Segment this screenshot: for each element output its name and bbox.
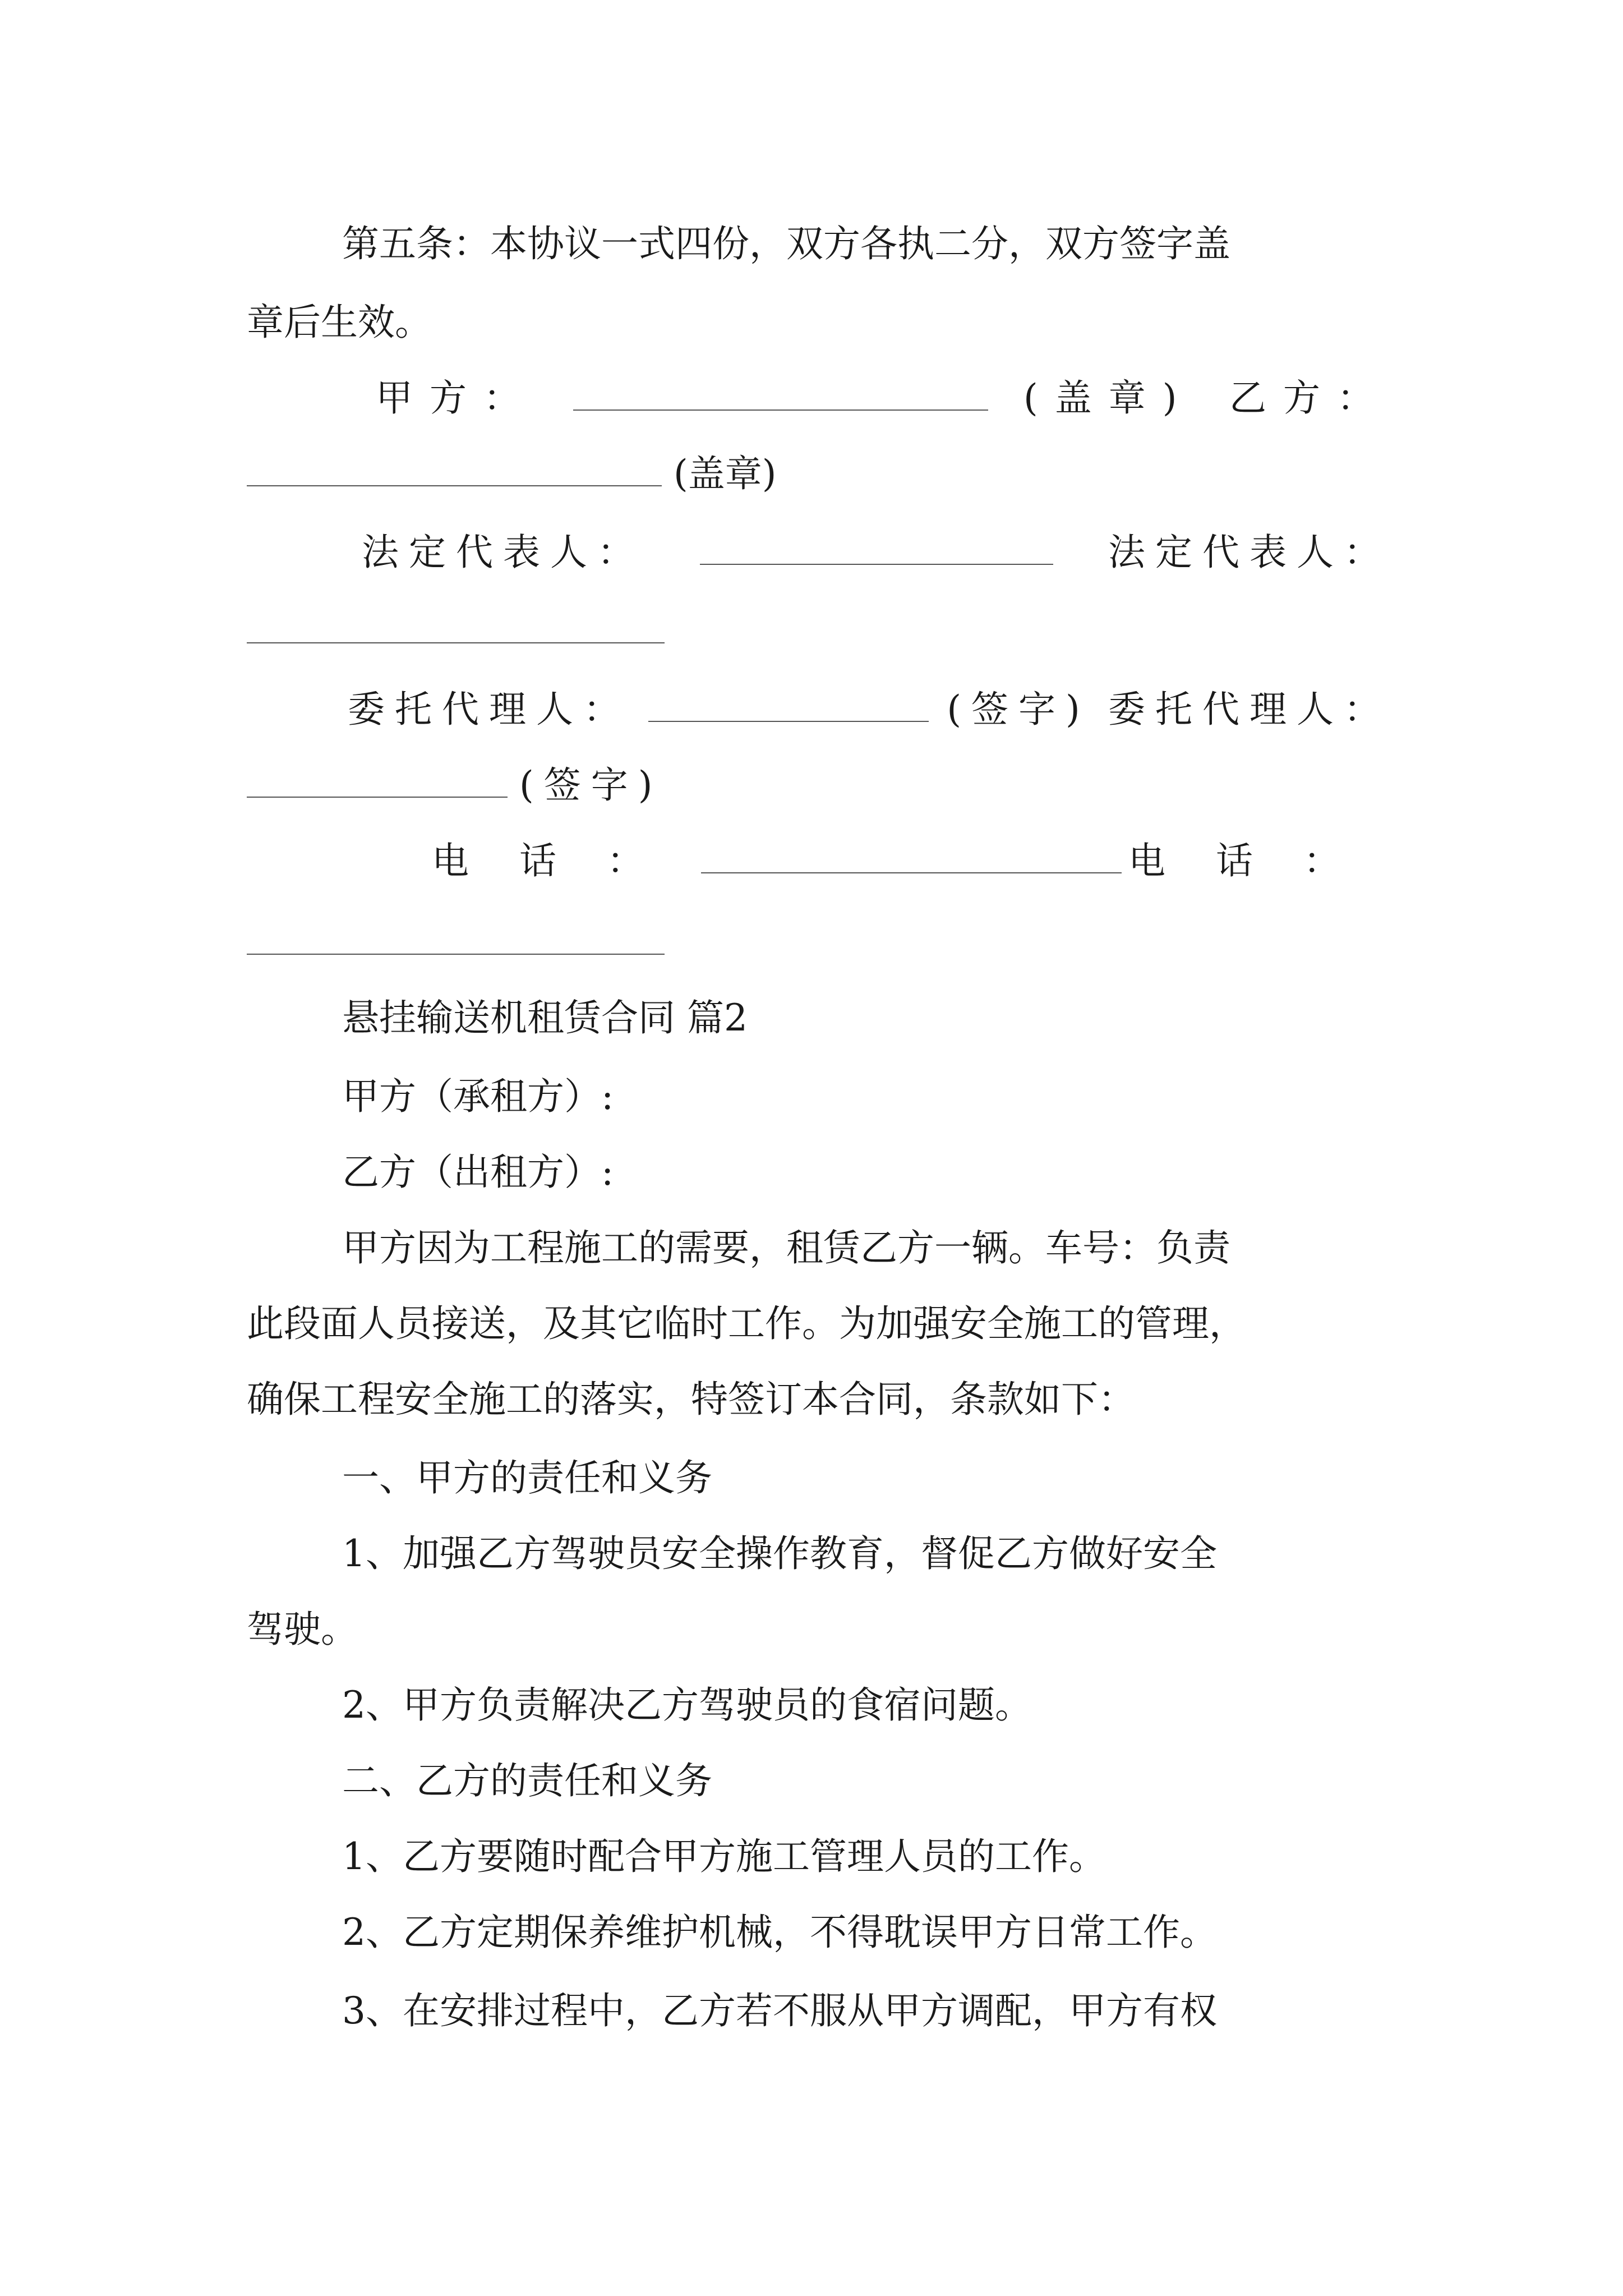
intro-line2: 此段面人员接送，及其它临时工作。为加强安全施工的管理， — [247, 1302, 1246, 1345]
phone-b-blank — [247, 954, 665, 955]
section2-title: 二、乙方的责任和义务 — [342, 1759, 712, 1802]
legal-rep-b-label: 法定代表人： — [1108, 531, 1391, 574]
article5-line2: 章后生效。 — [247, 301, 432, 344]
phone-a-blank — [701, 839, 1122, 873]
contract2-party-b: 乙方（出租方）: — [342, 1151, 614, 1194]
contract2-party-a: 甲方（承租方）: — [342, 1075, 614, 1118]
agent-b-label: 委托代理人： — [1108, 688, 1391, 731]
section1-item2: 2、甲方负责解决乙方驾驶员的食宿问题。 — [342, 1683, 1032, 1727]
party-a-blank — [573, 376, 988, 411]
legal-rep-a-blank — [700, 530, 1053, 565]
party-a-label: 甲方： — [376, 376, 537, 420]
party-b-label: 乙方： — [1229, 376, 1391, 420]
party-b-blank — [247, 452, 662, 486]
article5-line1: 第五条：本协议一式四份，双方各执二分，双方签字盖 — [342, 222, 1230, 265]
section2-item2: 2、乙方定期保养维护机械，不得耽误甲方日常工作。 — [342, 1911, 1217, 1954]
agent-b-blank — [247, 763, 508, 798]
agent-line — [348, 684, 1391, 735]
section1-title: 一、甲方的责任和义务 — [342, 1456, 712, 1499]
agent-a-label: 委托代理人： — [348, 688, 630, 731]
party-b-stamp: (盖章) — [673, 452, 777, 495]
section1-item1-line2: 驾驶。 — [247, 1608, 358, 1651]
legal-rep-b-blank — [247, 642, 665, 643]
section2-item1: 1、乙方要随时配合甲方施工管理人员的工作。 — [342, 1835, 1106, 1878]
party-signature-line — [376, 373, 1391, 424]
intro-line3: 确保工程安全施工的落实，特签订本合同，条款如下： — [247, 1378, 1135, 1421]
contract2-title: 悬挂输送机租赁合同 篇2 — [342, 996, 748, 1039]
section1-item1-line1: 1、加强乙方驾驶员安全操作教育，督促乙方做好安全 — [342, 1532, 1217, 1575]
phone-line — [432, 836, 1391, 886]
intro-line1: 甲方因为工程施工的需要，租赁乙方一辆。车号：负责 — [342, 1226, 1230, 1269]
party-a-stamp: (盖章) — [1023, 376, 1194, 420]
legal-rep-a-label: 法定代表人： — [362, 531, 644, 574]
legal-rep-line — [362, 527, 1391, 578]
section2-item3: 3、在安排过程中，乙方若不服从甲方调配，甲方有权 — [342, 1989, 1217, 2032]
party-b-stamp-line — [247, 449, 1391, 499]
agent-a-sign: (签字) — [947, 688, 1090, 731]
phone-b-label: 电话： — [1128, 839, 1391, 882]
agent-a-blank — [648, 687, 929, 722]
agent-b-sign: (签字) — [519, 763, 663, 807]
agent-b-sign-line — [247, 760, 1391, 811]
phone-a-label: 电话： — [432, 839, 694, 882]
